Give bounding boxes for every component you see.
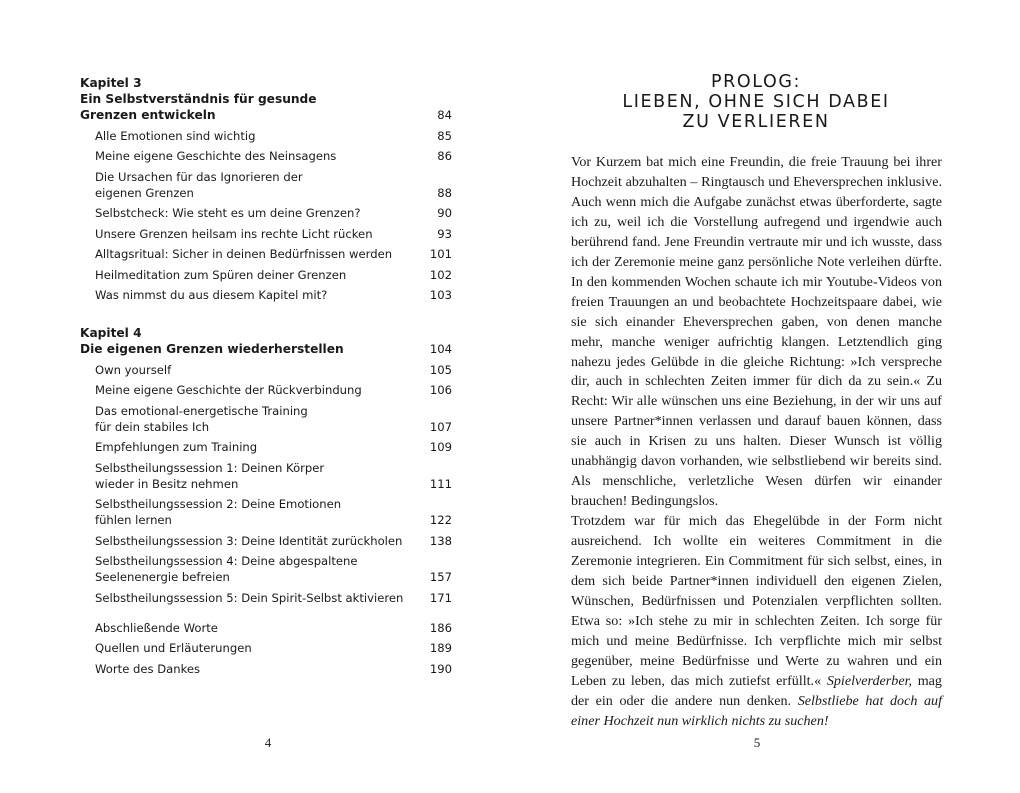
toc-entry-title: Empfehlungen zum Training xyxy=(95,440,258,454)
chapter-4-heading xyxy=(80,325,452,357)
toc-entry-page: 103 xyxy=(429,288,452,302)
right-page-number: 5 xyxy=(753,735,761,750)
toc-entry-page: 157 xyxy=(429,570,452,584)
toc-entry-page: 186 xyxy=(429,620,452,635)
chapter-3-heading xyxy=(80,75,452,123)
toc-entry-title: Heilmeditation zum Spüren deiner Grenzen xyxy=(95,267,347,282)
toc-entry xyxy=(80,533,452,549)
toc-entry-page: 107 xyxy=(429,419,452,434)
toc-entry xyxy=(80,640,452,656)
toc-entry-page: 171 xyxy=(429,590,452,605)
end-matter-entries xyxy=(80,620,452,677)
paragraph-2-italic-2: Selbstliebe hat doch auf einer Hochzeit nun wirklich nichts zu suchen! xyxy=(571,692,943,729)
toc-entry xyxy=(80,403,452,435)
chapter-4-title: Die eigenen Grenzen wiederherstellen xyxy=(80,342,344,356)
toc-entry-title: Selbstcheck: Wie steht es um deine Grenzen? xyxy=(95,206,361,220)
toc-entry xyxy=(80,496,452,528)
toc-entry-title: Meine eigene Geschichte der Rückverbindung xyxy=(95,383,362,397)
toc-entry xyxy=(80,439,452,455)
chapter-4-entries xyxy=(80,362,452,606)
chapter-3-title-line1: Ein Selbstverständnis für gesunde xyxy=(80,92,317,106)
left-page-number: 4 xyxy=(264,735,272,750)
toc-entry xyxy=(80,246,452,262)
toc-entry xyxy=(80,148,452,164)
toc-entry-title: Die Ursachen für das Ignorieren der eigenen Grenzen xyxy=(95,169,303,200)
toc-entry-title: Unsere Grenzen heilsam ins rechte Licht rücken xyxy=(95,226,373,241)
chapter-4-label: Kapitel 4 xyxy=(80,326,142,340)
toc-entry-page: 88 xyxy=(437,185,452,200)
toc-entry-title: Quellen und Erläuterungen xyxy=(95,641,252,655)
toc-entry xyxy=(80,226,452,242)
toc-entry-title: Selbstheilungssession 1: Deinen Körper wieder in Besitz nehmen xyxy=(95,460,325,491)
table-of-contents xyxy=(80,75,452,677)
toc-entry xyxy=(80,362,452,378)
toc-entry-title: Own yourself xyxy=(95,362,172,377)
toc-entry-page: 86 xyxy=(437,149,452,163)
toc-entry xyxy=(80,460,452,492)
toc-entry xyxy=(80,620,452,636)
toc-entry-page: 106 xyxy=(429,383,452,397)
toc-entry-page: 85 xyxy=(437,128,452,143)
toc-entry xyxy=(80,169,452,201)
prolog-title xyxy=(570,72,942,132)
toc-entry-page: 109 xyxy=(429,440,452,454)
toc-entry-title: Alltagsritual: Sicher in deinen Bedürfnissen werden xyxy=(95,247,393,261)
toc-entry xyxy=(80,128,452,144)
toc-entry-page: 93 xyxy=(437,226,452,241)
toc-entry-page: 138 xyxy=(429,533,452,548)
toc-entry xyxy=(80,661,452,677)
paragraph-1: Vor Kurzem bat mich eine Freundin, die freie Trauung bei ihrer Hochzeit abzuhalten – Ringtausch und Eheversprechen inklusive. Auch wenn mich die Aufgabe zunächst etwas überforderte, sagte ich zu, weil ich die Vorstellung aufregend und irgendwie auch berührend fand. Jene Freundin vertraute mir und ich wusste, dass ich der Zeremonie meine ganz persönliche Note verleihen dürfte. In den kommenden Wochen schaute ich mir Youtube-Videos von freien Trauungen an und beobachtete Hochzeitspaare dabei, wie sie sich einander Eheversprechen gaben, von denen manche mehr, manche weniger aufrichtig klangen. Letztendlich ging nahezu jedes Gelübde in die gleiche Richtung: »Ich verspreche dir, auch in schlechten Zeiten immer für dich da zu sein.« Zu Recht: Wir alle wünschen uns eine Beziehung, in der wir uns auf unsere Partner*innen verlassen und darauf bauen können, dass sie auch in Krisen zu uns halten. Dieser Wunsch ist völlig unabhängig davon vorhanden, wie selbstliebend wir bereits sind. Als menschliche, verletzliche Wesen dürfen wir einander brauchen! Bedingungslos. xyxy=(571,154,942,510)
toc-entry-title: Selbstheilungssession 4: Deine abgespaltene Seelenenergie befreien xyxy=(95,554,358,584)
toc-entry-page: 105 xyxy=(429,362,452,377)
chapter-3-page: 84 xyxy=(437,108,452,122)
prolog-title-line2: LIEBEN, OHNE SICH DABEI xyxy=(622,92,890,112)
paragraph-2-italic-1: Spielverderber, xyxy=(826,672,913,689)
prolog-title-line3: ZU VERLIEREN xyxy=(682,112,830,132)
toc-entry xyxy=(80,267,452,283)
chapter-3-label: Kapitel 3 xyxy=(80,76,142,90)
toc-entry-page: 101 xyxy=(429,247,452,261)
toc-entry xyxy=(80,382,452,398)
toc-entry-page: 189 xyxy=(429,641,452,655)
toc-entry-title: Selbstheilungssession 3: Deine Identität zurückholen xyxy=(95,533,403,548)
toc-entry-page: 111 xyxy=(429,476,452,491)
toc-entry xyxy=(80,590,452,606)
toc-entry xyxy=(80,205,452,221)
paragraph-2 xyxy=(571,512,942,731)
paragraph-2-mid: mag der ein oder die andere nun denken. xyxy=(571,672,942,709)
toc-entry xyxy=(80,553,452,585)
toc-entry-title: Selbstheilungssession 2: Deine Emotionen fühlen lernen xyxy=(95,497,342,527)
prolog-title-line1: PROLOG: xyxy=(710,72,802,92)
toc-entry-page: 102 xyxy=(429,267,452,282)
chapter-3-title-line2: Grenzen entwickeln xyxy=(80,108,216,122)
toc-entry-page: 190 xyxy=(429,661,452,676)
toc-entry xyxy=(80,287,452,303)
toc-entry-page: 90 xyxy=(437,206,452,220)
toc-entry-title: Was nimmst du aus diesem Kapitel mit? xyxy=(95,288,328,302)
toc-entry-title: Selbstheilungssession 5: Dein Spirit-Selbst aktivieren xyxy=(95,590,404,605)
right-page xyxy=(510,0,1020,793)
prolog-body xyxy=(571,153,942,732)
chapter-3-entries xyxy=(80,128,452,304)
toc-entry-title: Worte des Dankes xyxy=(95,661,201,676)
paragraph-2-text: Trotzdem war für mich das Ehegelübde in der Form nicht ausreichend. Ich wollte ein weiteres Commitment in die Zeremonie integrieren. Ein Commitment für sich selbst, eines, in dem sich beide Partner*innen individuell den eigenen Zielen, Wünschen, Bedürfnissen und Potenzialen verpflichten sollten. Etwa so: »Ich stehe zu mir in schlechten Zeiten. Ich sorge für mich und meine Bedürfnisse. Ich verpflichte mich mir selbst gegenüber, meine Bedürfnisse und Werte zu wahren und ein Leben zu leben, das mich zutiefst erfüllt.« xyxy=(571,513,942,689)
toc-entry-title: Abschließende Worte xyxy=(95,620,218,635)
chapter-4-page: 104 xyxy=(429,342,452,356)
toc-entry-title: Alle Emotionen sind wichtig xyxy=(95,128,256,143)
toc-entry-title: Meine eigene Geschichte des Neinsagens xyxy=(95,149,337,163)
toc-entry-page: 122 xyxy=(429,513,452,527)
toc-entry-title: Das emotional-energetische Training für dein stabiles Ich xyxy=(95,403,308,434)
